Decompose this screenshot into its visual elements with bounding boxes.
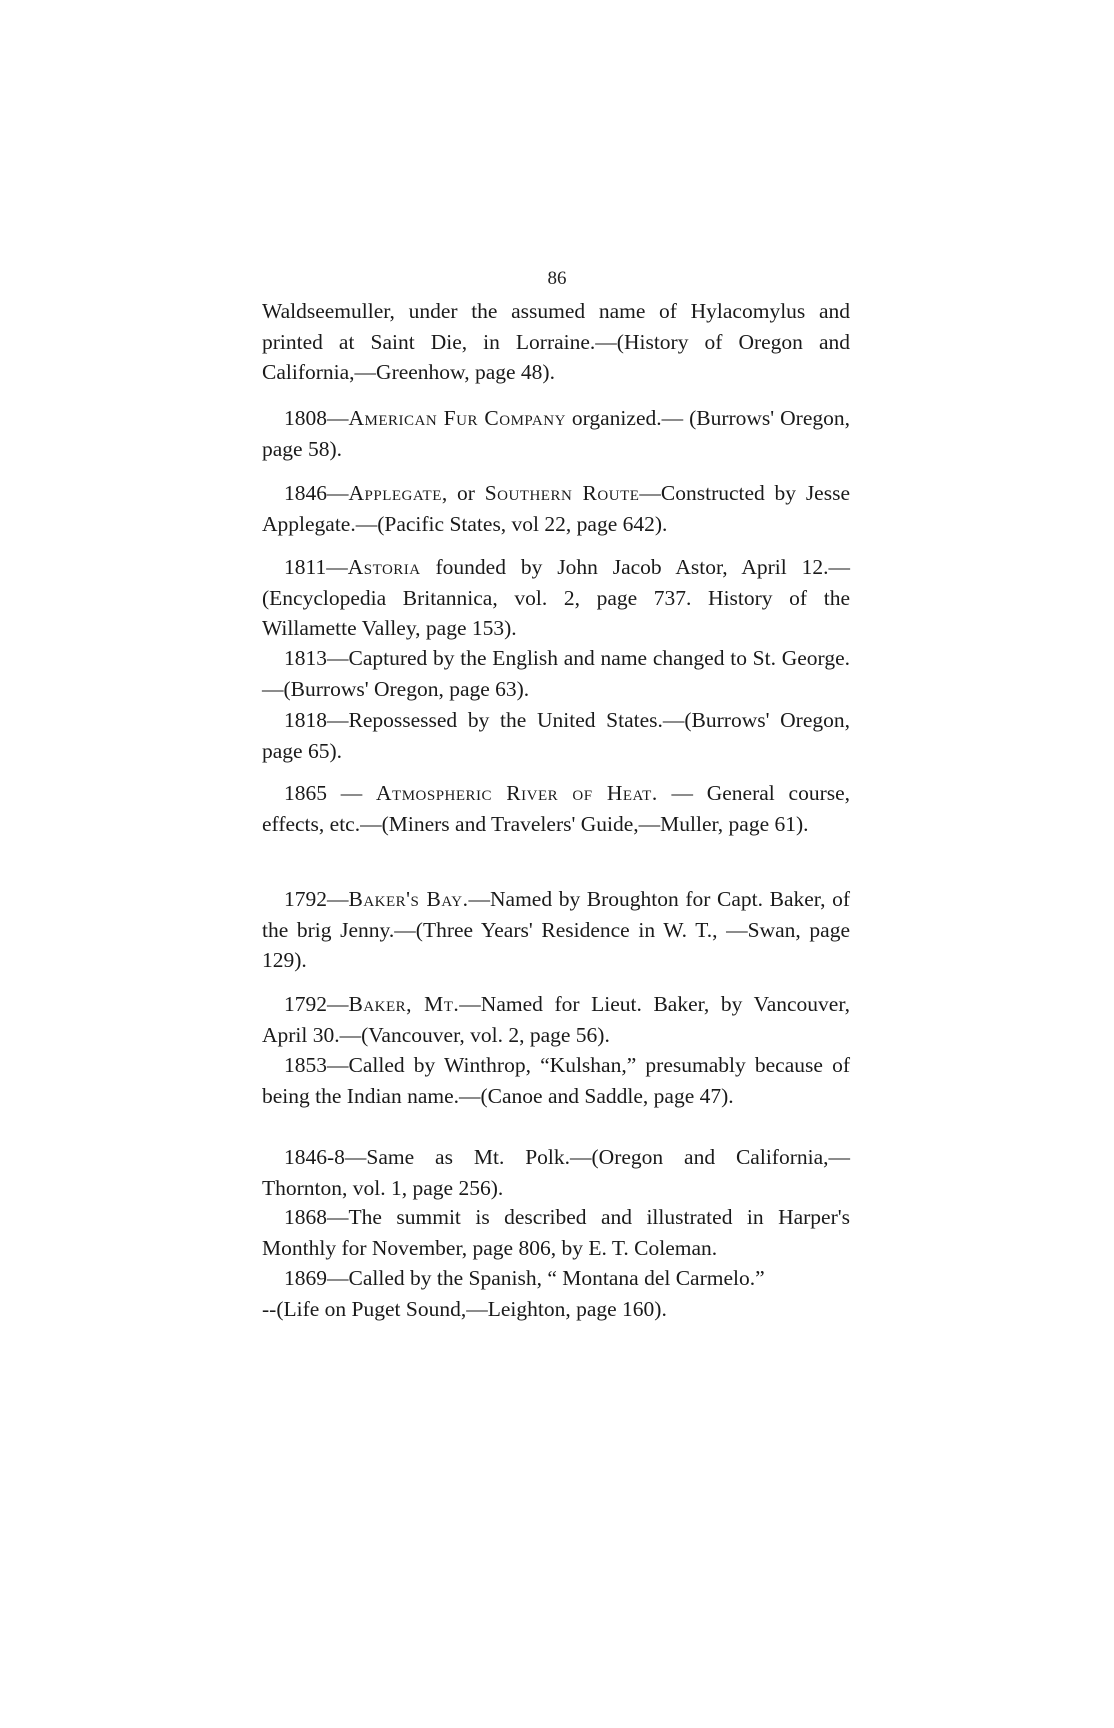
entry-title: American Fur Company: [348, 406, 566, 430]
entry-year: 1846—: [284, 481, 349, 505]
entry-text: — General course, effects, etc.—(Miners and Travelers' Guide,—Muller, page 61).: [262, 781, 851, 836]
entry-title-secondary: Southern Route: [484, 481, 640, 505]
entry-text: 1813—Captured by the English and name changed to St. George.—(Burrows' Oregon, page 63).: [262, 646, 850, 701]
entry-year: 1865 —: [284, 781, 377, 805]
entry-title: Atmospheric River of Heat.: [376, 781, 658, 805]
entry-baker-1869: [262, 1263, 850, 1324]
entry-text: 1846-8—Same as Mt. Polk.—(Oregon and California,—Thornton, vol. 1, page 256).: [262, 1145, 850, 1200]
entry-text: organized.— (Burrows' Oregon, page 58).: [262, 406, 850, 461]
entry-text-line2: --(Life on Puget Sound,—Leighton, page 160).: [262, 1296, 667, 1321]
entry-paragraph: [262, 478, 850, 539]
entry-bakers-bay: [262, 884, 850, 976]
entry-paragraph: [262, 884, 850, 976]
entry-paragraph: [262, 989, 850, 1050]
entry-baker-mt: [262, 989, 850, 1050]
entry-baker-1846-8: [262, 1142, 850, 1203]
entry-astoria-1813: [262, 643, 850, 704]
entry-astoria-1818: [262, 705, 850, 766]
entry-atmospheric-river: [262, 778, 850, 839]
entry-year: 1808—: [284, 406, 349, 430]
entry-text: 1818—Repossessed by the United States.—(Burrows' Oregon, page 65).: [262, 708, 850, 763]
entry-text: 1853—Called by Winthrop, “Kulshan,” presumably because of being the Indian name.—(Canoe and Saddle, page 47).: [262, 1053, 850, 1108]
entry-text: —Constructed by Jesse Applegate.—(Pacific States, vol 22, page 642).: [262, 481, 851, 536]
entry-text: —Named for Lieut. Baker, by Vancouver, April 30.—(Vancouver, vol. 2, page 56).: [262, 992, 851, 1047]
entry-baker-1853: [262, 1050, 850, 1111]
entry-year: 1811—: [284, 555, 348, 579]
entry-title: Astoria: [347, 555, 421, 579]
entry-text: 1868—The summit is described and illustrated in Harper's Monthly for November, page 806, by E. T. Coleman.: [262, 1205, 850, 1260]
entry-year: 1792—: [284, 992, 349, 1016]
entry-text-line1: 1869—Called by the Spanish, “ Montana del Carmelo.”: [284, 1266, 765, 1290]
entry-astoria: [262, 552, 850, 644]
entry-american-fur-company: [262, 403, 850, 464]
entry-text: , or: [441, 481, 485, 505]
entry-year: 1792—: [284, 887, 349, 911]
entry-title: Applegate: [348, 481, 442, 505]
entry-text: founded by John Jacob Astor, April 12.—(Encyclopedia Britannica, vol. 2, page 737. History of the Willamette Valley, page 153).: [262, 555, 850, 640]
entry-text: Waldseemuller, under the assumed name of Hylacomylus and printed at Saint Die, in Lorraine.—(History of Oregon and California,—Greenhow, page 48).: [262, 299, 850, 384]
entry-title: Baker, Mt.: [348, 992, 460, 1016]
entry-applegate-route: [262, 478, 850, 539]
page-number: 86: [547, 268, 567, 289]
entry-paragraph: [262, 403, 850, 464]
entry-baker-1868: [262, 1202, 850, 1263]
entry-paragraph: [262, 778, 850, 839]
entry-waldseemuller: [262, 296, 850, 388]
entry-title: Baker's Bay.: [348, 887, 469, 911]
entry-text: —Named by Broughton for Capt. Baker, of the brig Jenny.—(Three Years' Residence in W. T., —Swan, page 129).: [262, 887, 850, 972]
entry-paragraph: [262, 552, 850, 644]
